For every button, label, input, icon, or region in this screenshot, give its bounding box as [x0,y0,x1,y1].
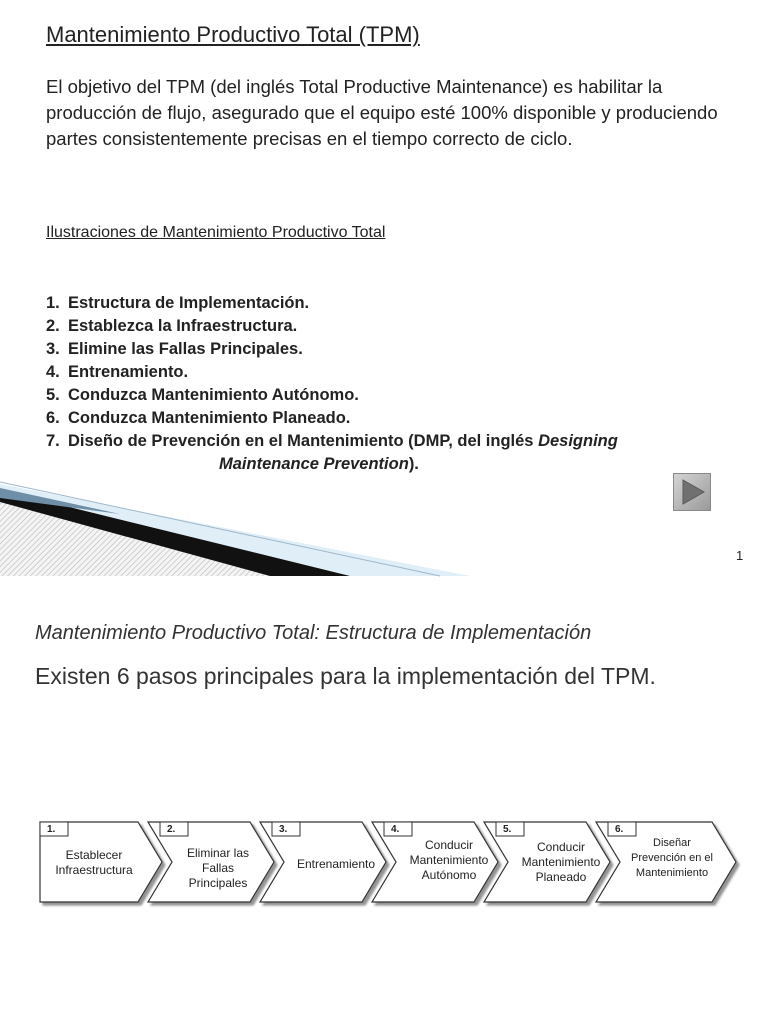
slide-title: Mantenimiento Productivo Total: Estructura de Implementación [35,622,592,644]
slide-subtitle: Existen 6 pasos principales para la implementación del TPM. [35,663,656,689]
step-1-label: Establecer Infraestructura [55,848,133,877]
list-item: 1. Estructura de Implementación. [46,294,310,312]
step-number: 2. [167,824,176,835]
list-item: 3. Elimine las Fallas Principales. [46,340,303,358]
play-arrow-icon [674,474,710,510]
step-number: 6. [615,824,624,835]
intro-paragraph: El objetivo del TPM (del inglés Total Productive Maintenance) es habilitar la producción de flujo, asegurado que el equipo esté 100% disponible y produciendo partes consistentemente precisas en el tiempo correcto de ciclo. [46,76,718,149]
list-item: 6. Conduzca Mantenimiento Planeado. [46,409,351,427]
decorative-swoosh [0,470,768,590]
list-item: 7. Diseño de Prevención en el Mantenimiento (DMP, del inglés Designing Maintenance Prevention). [46,432,618,473]
step-3-label: Entrenamiento [296,857,376,871]
tpm-steps-list [46,292,736,476]
step-number: 4. [391,824,400,835]
list-item: 2. Establezca la Infraestructura. [46,317,298,335]
step-number: 1. [47,824,56,835]
slide-2 [0,590,768,1024]
implementation-steps-diagram [0,590,768,1024]
step-number: 3. [279,824,288,835]
step-2-label: Eliminar las Fallas Principales [186,846,249,890]
illustrations-heading: Ilustraciones de Mantenimiento Productivo Total [46,224,386,241]
slide-title: Mantenimiento Productivo Total (TPM) [46,22,420,47]
next-slide-button[interactable] [673,473,711,511]
step-number: 5. [503,824,512,835]
list-item: 4. Entrenamiento. [46,363,189,381]
page-number: 1 [736,548,744,563]
step-4-label: Conducir Mantenimiento Autónomo [409,838,489,882]
step-5-label: Conducir Mantenimiento Planeado [521,840,601,884]
step-6-label: Diseñar Prevención en el Mantenimiento [631,837,713,879]
list-item: 5. Conduzca Mantenimiento Autónomo. [46,386,359,404]
